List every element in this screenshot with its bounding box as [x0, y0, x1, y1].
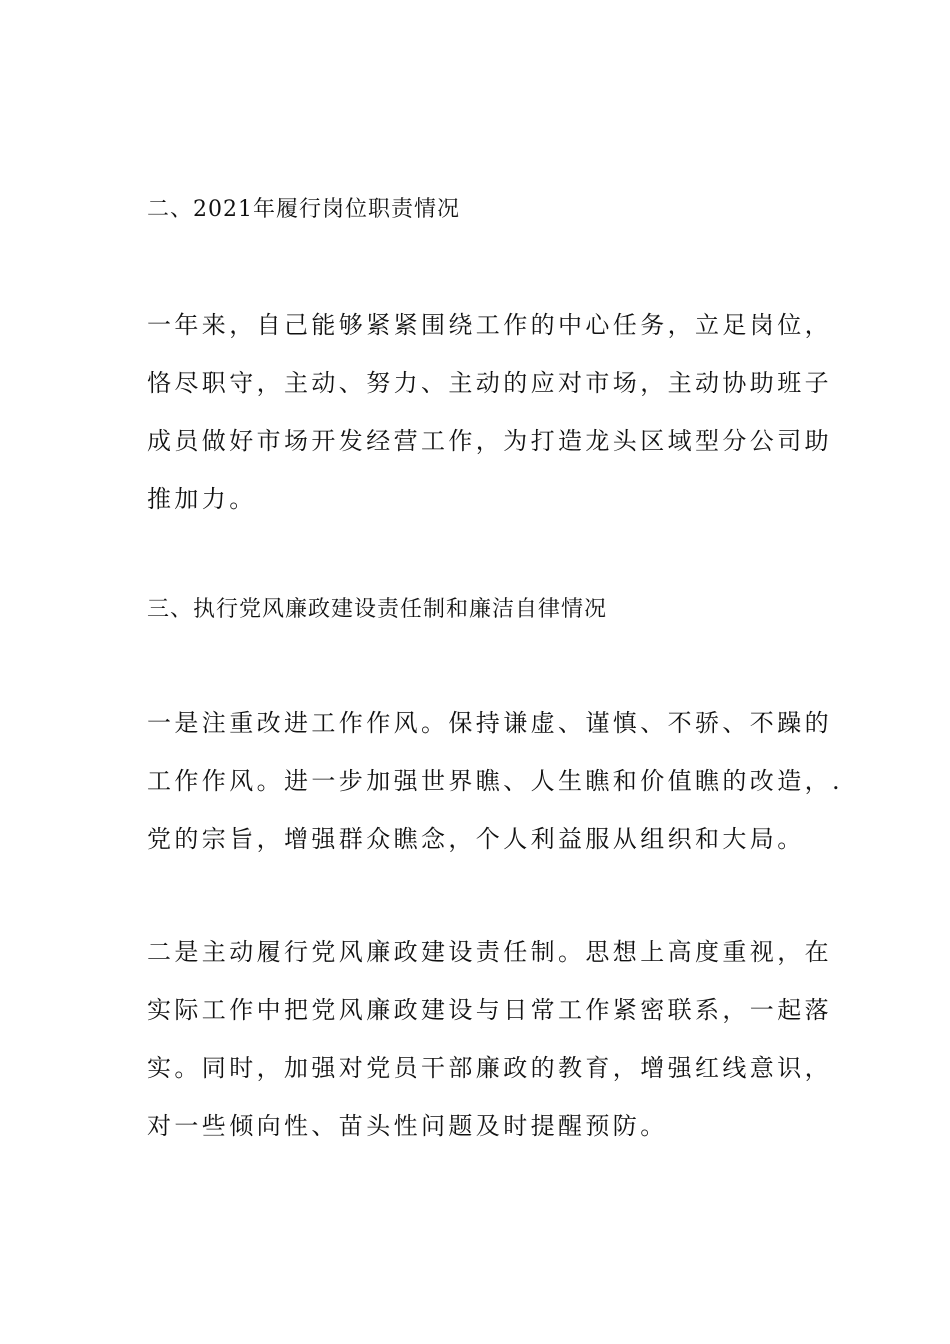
- paragraph-duties: [147, 310, 832, 542]
- text-line: 实。同时，加强对党员干部廉政的教育，增强红线意识，: [147, 1054, 832, 1082]
- section-heading-integrity: 三、执行党风廉政建设责任制和廉洁自律情况: [147, 597, 608, 622]
- section-heading-duties: 二、2021年履行岗位职责情况: [147, 197, 460, 222]
- text-line: 推加力。: [147, 485, 257, 513]
- text-line: 二是主动履行党风廉政建设责任制。思想上高度重视，在: [147, 938, 832, 966]
- text-line: 恪尽职守，主动、努力、主动的应对市场，主动协助班子: [147, 369, 832, 397]
- paragraph-work-style: [147, 708, 844, 882]
- text-line: 工作作风。进一步加强世界瞧、人生瞧和价值瞧的改造，.: [147, 767, 844, 795]
- text-line: 实际工作中把党风廉政建设与日常工作紧密联系，一起落: [147, 996, 832, 1024]
- text-line: 一是注重改进工作作风。保持谦虚、谨慎、不骄、不躁的: [147, 709, 832, 737]
- text-line: 党的宗旨，增强群众瞧念，个人利益服从组织和大局。: [147, 825, 805, 853]
- text-line: 成员做好市场开发经营工作，为打造龙头区域型分公司助: [147, 427, 832, 455]
- text-line: 一年来，自己能够紧紧围绕工作的中心任务，立足岗位，: [147, 311, 832, 339]
- text-line: 对一些倾向性、苗头性问题及时提醒预防。: [147, 1112, 668, 1140]
- paragraph-responsibility: [147, 937, 832, 1169]
